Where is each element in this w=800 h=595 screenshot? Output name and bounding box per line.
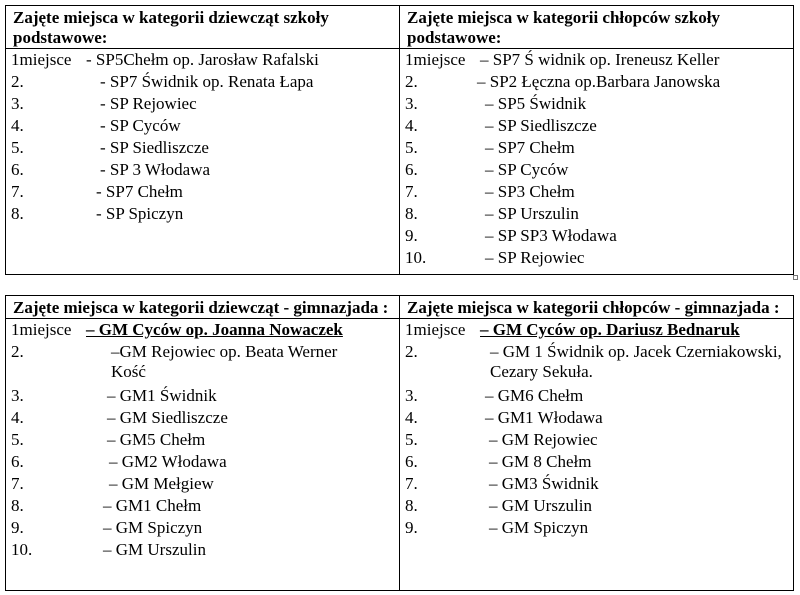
place-number: 3. bbox=[405, 94, 418, 113]
place-number: 1miejsce bbox=[11, 320, 72, 339]
place-entry: – SP SP3 Włodawa bbox=[485, 226, 617, 245]
list-item bbox=[405, 451, 793, 473]
place-entry: - SP7 Świdnik op. Renata Łapa bbox=[100, 72, 314, 91]
place-number: 8. bbox=[11, 204, 24, 223]
place-entry: – GM Urszulin bbox=[103, 540, 206, 559]
place-entry: –GM Rejowiec op. Beata Werner Kość bbox=[111, 342, 338, 381]
place-number: 3. bbox=[11, 386, 24, 405]
girls-gym-list bbox=[6, 319, 399, 561]
place-number: 8. bbox=[405, 204, 418, 223]
place-entry: – GM Cyców op. Dariusz Bednaruk bbox=[480, 320, 740, 339]
place-entry: – GM1 Chełm bbox=[103, 496, 202, 515]
list-item bbox=[405, 49, 793, 71]
place-entry: – GM3 Świdnik bbox=[489, 474, 599, 493]
place-entry: – SP7 Chełm bbox=[485, 138, 575, 157]
place-entry: – GM5 Chełm bbox=[107, 430, 206, 449]
boys-primary-list bbox=[400, 49, 793, 269]
place-number: 4. bbox=[11, 116, 24, 135]
place-entry: - SP Siedliszcze bbox=[100, 138, 209, 157]
place-entry: - SP7 Chełm bbox=[96, 182, 183, 201]
place-number: 9. bbox=[405, 518, 418, 537]
list-item bbox=[405, 407, 793, 429]
place-number: 6. bbox=[11, 160, 24, 179]
list-item bbox=[11, 473, 399, 495]
place-number: 10. bbox=[11, 540, 33, 559]
list-item bbox=[405, 247, 793, 269]
place-number: 5. bbox=[11, 430, 24, 449]
place-entry: – SP Urszulin bbox=[485, 204, 579, 223]
place-number: 1miejsce bbox=[11, 50, 72, 69]
primary-schools-results-table bbox=[5, 5, 794, 275]
place-entry: – GM 8 Chełm bbox=[489, 452, 592, 471]
place-entry: - SP5Chełm op. Jarosław Rafalski bbox=[86, 50, 319, 69]
list-item bbox=[11, 341, 399, 385]
boys-gym-header: Zajęte miejsca w kategorii chłopców - gimnazjada : bbox=[400, 296, 793, 319]
place-entry: – SP3 Chełm bbox=[485, 182, 575, 201]
place-number: 2. bbox=[11, 72, 24, 91]
place-number: 4. bbox=[11, 408, 24, 427]
girls-gym-header: Zajęte miejsca w kategorii dziewcząt - gimnazjada : bbox=[6, 296, 399, 319]
list-item bbox=[11, 159, 399, 181]
place-number: 3. bbox=[11, 94, 24, 113]
place-entry: – GM1 Świdnik bbox=[107, 386, 217, 405]
list-item bbox=[11, 203, 399, 225]
place-number: 7. bbox=[405, 182, 418, 201]
paragraph-marker bbox=[793, 275, 798, 280]
place-number: 6. bbox=[11, 452, 24, 471]
list-item bbox=[11, 495, 399, 517]
place-number: 9. bbox=[405, 226, 418, 245]
list-item bbox=[405, 385, 793, 407]
place-entry: – GM Spiczyn bbox=[489, 518, 589, 537]
place-entry: – GM2 Włodawa bbox=[109, 452, 227, 471]
girls-gym-cell bbox=[6, 296, 400, 591]
boys-gym-cell bbox=[400, 296, 794, 591]
place-entry: – GM Spiczyn bbox=[103, 518, 203, 537]
boys-primary-cell bbox=[400, 6, 794, 275]
place-number: 2. bbox=[11, 342, 24, 361]
list-item bbox=[11, 71, 399, 93]
place-number: 6. bbox=[405, 452, 418, 471]
place-number: 6. bbox=[405, 160, 418, 179]
place-number: 5. bbox=[405, 430, 418, 449]
boys-primary-header: Zajęte miejsca w kategorii chłopców szkoły podstawowe: bbox=[400, 6, 793, 49]
place-entry: - SP 3 Włodawa bbox=[100, 160, 211, 179]
place-entry: – SP2 Łęczna op.Barbara Janowska bbox=[477, 72, 721, 91]
girls-primary-header: Zajęte miejsca w kategorii dziewcząt szkoły podstawowe: bbox=[6, 6, 399, 49]
place-number: 1miejsce bbox=[405, 50, 466, 69]
list-item bbox=[11, 49, 399, 71]
place-entry: – GM6 Chełm bbox=[485, 386, 584, 405]
list-item bbox=[11, 93, 399, 115]
list-item bbox=[405, 517, 793, 539]
place-entry: – SP7 Ś widnik op. Ireneusz Keller bbox=[480, 50, 720, 69]
place-number: 10. bbox=[405, 248, 427, 267]
girls-primary-cell bbox=[6, 6, 400, 275]
list-item bbox=[405, 473, 793, 495]
list-item bbox=[11, 115, 399, 137]
list-item bbox=[11, 517, 399, 539]
gymnasium-results-table bbox=[5, 295, 794, 591]
place-entry: - SP Rejowiec bbox=[100, 94, 197, 113]
place-entry: – GM Urszulin bbox=[489, 496, 592, 515]
list-item bbox=[11, 407, 399, 429]
place-number: 3. bbox=[405, 386, 418, 405]
list-item bbox=[11, 429, 399, 451]
girls-primary-list bbox=[6, 49, 399, 225]
list-item bbox=[405, 203, 793, 225]
list-item bbox=[405, 319, 793, 341]
list-item bbox=[405, 225, 793, 247]
list-item bbox=[405, 181, 793, 203]
place-entry: – SP Siedliszcze bbox=[485, 116, 597, 135]
place-number: 1miejsce bbox=[405, 320, 466, 339]
list-item bbox=[11, 181, 399, 203]
place-number: 5. bbox=[405, 138, 418, 157]
list-item bbox=[405, 93, 793, 115]
place-entry: – GM Cyców op. Joanna Nowaczek bbox=[86, 320, 343, 339]
place-number: 7. bbox=[11, 474, 24, 493]
place-entry: – SP5 Świdnik bbox=[485, 94, 587, 113]
list-item bbox=[11, 319, 399, 341]
place-entry: – SP Cyców bbox=[485, 160, 569, 179]
place-number: 8. bbox=[11, 496, 24, 515]
place-number: 7. bbox=[405, 474, 418, 493]
list-item bbox=[405, 159, 793, 181]
place-number: 8. bbox=[405, 496, 418, 515]
place-entry: – GM Mełgiew bbox=[109, 474, 214, 493]
place-number: 5. bbox=[11, 138, 24, 157]
place-entry: – GM1 Włodawa bbox=[485, 408, 603, 427]
list-item bbox=[405, 115, 793, 137]
place-number: 2. bbox=[405, 72, 418, 91]
list-item bbox=[405, 71, 793, 93]
place-number: 9. bbox=[11, 518, 24, 537]
list-item bbox=[405, 495, 793, 517]
place-entry: – GM 1 Świdnik op. Jacek Czerniakowski, Cezary Sekuła. bbox=[490, 342, 782, 381]
place-number: 4. bbox=[405, 408, 418, 427]
list-item bbox=[11, 539, 399, 561]
place-entry: - SP Spiczyn bbox=[96, 204, 184, 223]
place-entry: - SP Cyców bbox=[100, 116, 181, 135]
boys-gym-list bbox=[400, 319, 793, 539]
place-number: 2. bbox=[405, 342, 418, 361]
place-number: 7. bbox=[11, 182, 24, 201]
list-item bbox=[405, 429, 793, 451]
list-item bbox=[405, 137, 793, 159]
list-item bbox=[405, 341, 793, 385]
place-entry: – GM Siedliszcze bbox=[107, 408, 228, 427]
list-item bbox=[11, 137, 399, 159]
list-item bbox=[11, 385, 399, 407]
place-number: 4. bbox=[405, 116, 418, 135]
place-entry: – SP Rejowiec bbox=[485, 248, 585, 267]
list-item bbox=[11, 451, 399, 473]
place-entry: – GM Rejowiec bbox=[489, 430, 598, 449]
